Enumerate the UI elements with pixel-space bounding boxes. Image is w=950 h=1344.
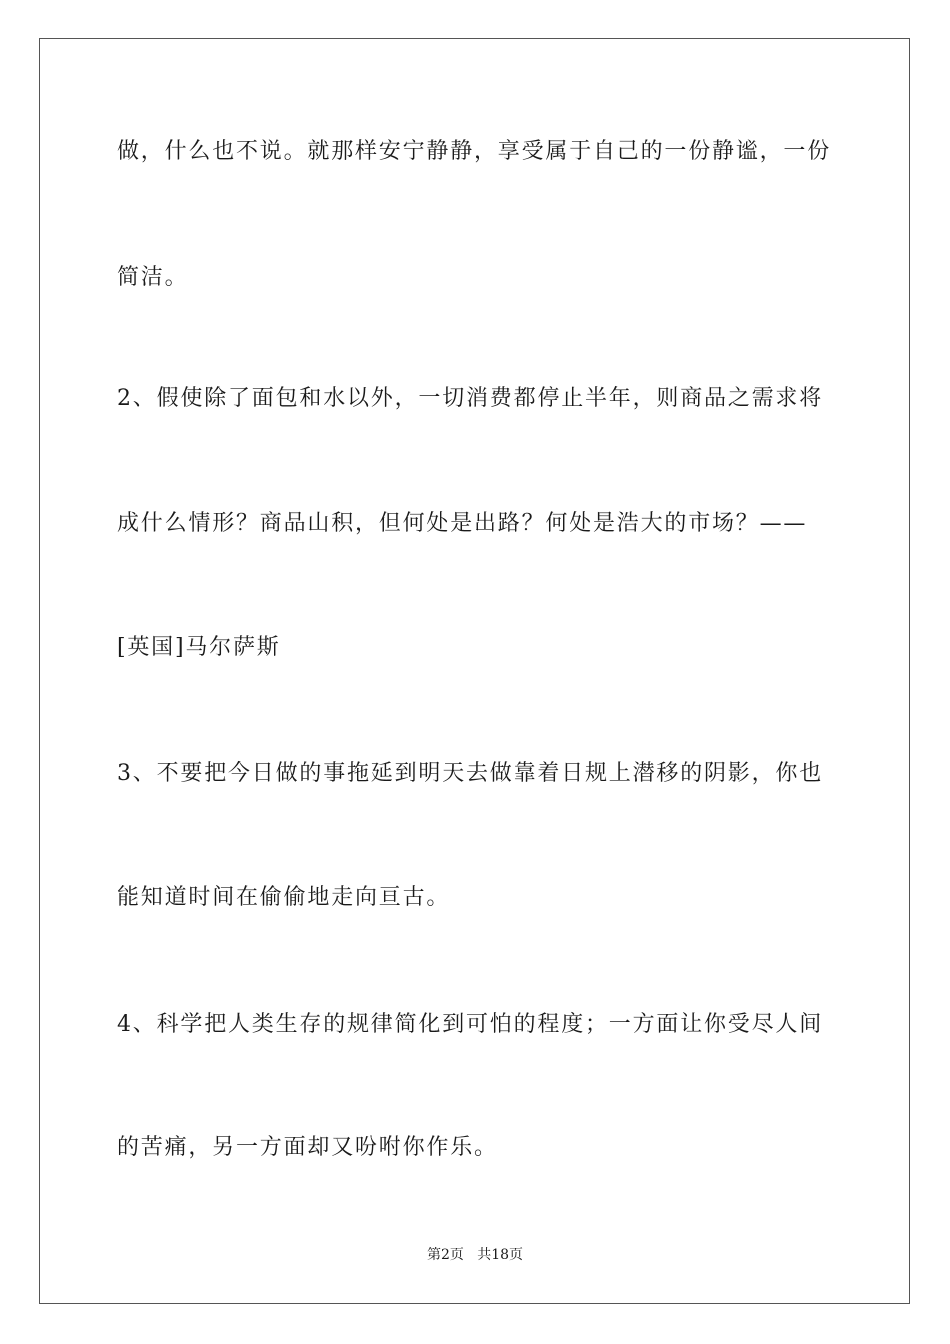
text-line: 简洁。	[117, 265, 189, 290]
text-line: 做，什么也不说。就那样安宁静静，享受属于自己的一份静谧，一份	[117, 139, 832, 164]
text-line: [英国]马尔萨斯	[117, 635, 281, 660]
text-line: 3、不要把今日做的事拖延到明天去做靠着日规上潜移的阴影，你也	[117, 761, 823, 786]
text-line: 能知道时间在偷偷地走向亘古。	[117, 885, 451, 910]
text-line: 2、假使除了面包和水以外，一切消费都停止半年，则商品之需求将	[117, 386, 823, 411]
text-line: 4、科学把人类生存的规律简化到可怕的程度；一方面让你受尽人间	[117, 1012, 823, 1037]
text-line: 成什么情形？商品山积，但何处是出路？何处是浩大的市场？——	[117, 511, 808, 536]
page-number-footer: 第2页 共18页	[426, 1247, 524, 1263]
page-border	[39, 38, 910, 1304]
text-line: 的苦痛，另一方面却又吩咐你作乐。	[117, 1135, 498, 1160]
